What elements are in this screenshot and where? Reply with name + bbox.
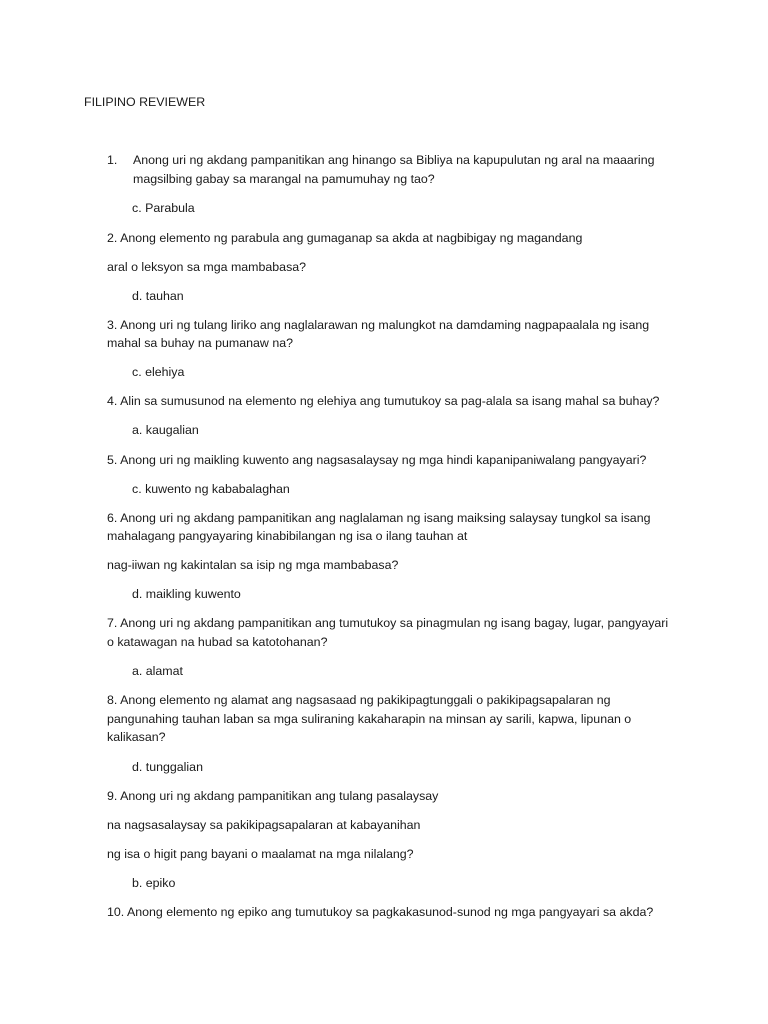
answer-5: c. kuwento ng kababalaghan	[132, 482, 290, 496]
answer-3: c. elehiya	[132, 365, 185, 379]
question-2-line-1: 2. Anong elemento ng parabula ang gumaganap sa akda at nagbibigay ng magandang	[107, 231, 583, 245]
question-1-line-2: magsilbing gabay sa marangal na pamumuhay ng tao?	[133, 172, 435, 186]
question-8-line-3: kalikasan?	[107, 730, 166, 744]
question-6-line-3: nag-iiwan ng kakintalan sa isip ng mga mambabasa?	[107, 558, 399, 572]
answer-8: d. tunggalian	[132, 760, 203, 774]
answer-4: a. kaugalian	[132, 423, 199, 437]
question-7-line-2: o katawagan na hubad sa katotohanan?	[107, 635, 328, 649]
question-6-line-1: 6. Anong uri ng akdang pampanitikan ang naglalaman ng isang maiksing salaysay tungkol sa isang	[107, 511, 651, 525]
question-7-line-1: 7. Anong uri ng akdang pampanitikan ang tumutukoy sa pinagmulan ng isang bagay, lugar, pangyayari	[107, 616, 669, 630]
question-3-line-2: mahal sa buhay na pumanaw na?	[107, 336, 293, 350]
question-3-line-1: 3. Anong uri ng tulang liriko ang naglalarawan ng malungkot na damdaming nagpapaalala ng isang	[107, 318, 650, 332]
question-1-line-1: Anong uri ng akdang pampanitikan ang hinango sa Bibliya na kapupulutan ng aral na maaaring	[133, 153, 655, 167]
answer-2: d. tauhan	[132, 289, 184, 303]
answer-1: c. Parabula	[132, 201, 195, 215]
question-9-line-2: na nagsasalaysay sa pakikipagsapalaran at kabayanihan	[107, 818, 421, 832]
question-9-line-1: 9. Anong uri ng akdang pampanitikan ang tulang pasalaysay	[107, 789, 439, 803]
document-title: FILIPINO REVIEWER	[84, 95, 206, 109]
answer-6: d. maikling kuwento	[132, 587, 241, 601]
question-4-line-1: 4. Alin sa sumusunod na elemento ng elehiya ang tumutukoy sa pag-alala sa isang mahal sa buhay?	[107, 394, 660, 408]
question-5-line-1: 5. Anong uri ng maikling kuwento ang nagsasalaysay ng mga hindi kapanipaniwalang pangyayari?	[107, 453, 647, 467]
question-2-line-2: aral o leksyon sa mga mambabasa?	[107, 260, 307, 274]
question-1-number: 1.	[107, 153, 118, 167]
question-8-line-1: 8. Anong elemento ng alamat ang nagsasaad ng pakikipagtunggali o pakikipagsapalaran ng	[107, 693, 611, 707]
answer-7: a. alamat	[132, 664, 183, 678]
question-9-line-3: ng isa o higit pang bayani o maalamat na mga nilalang?	[107, 847, 414, 861]
answer-9: b. epiko	[132, 876, 176, 890]
question-10-line-1: 10. Anong elemento ng epiko ang tumutukoy sa pagkakasunod-sunod ng mga pangyayari sa akda?	[107, 905, 654, 919]
question-8-line-2: pangunahing tauhan laban sa mga suliraning kakaharapin na minsan ay sarili, kapwa, lipunan o	[107, 712, 632, 726]
question-6-line-2: mahalagang pangyayaring kinabibilangan ng isa o ilang tauhan at	[107, 529, 468, 543]
